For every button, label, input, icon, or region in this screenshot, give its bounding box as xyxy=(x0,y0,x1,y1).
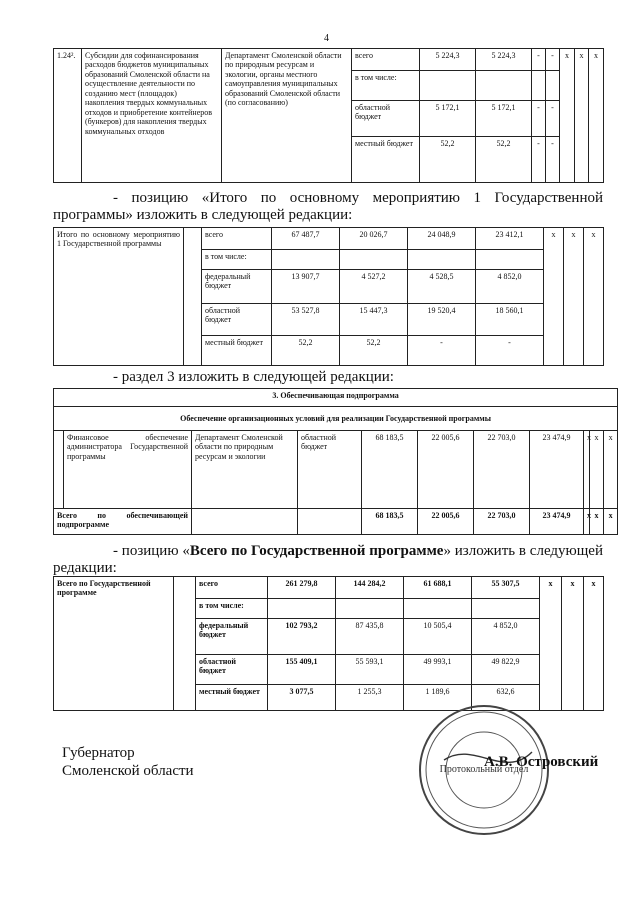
total-value: 52,2 xyxy=(272,336,340,366)
table-item-1-24 xyxy=(53,48,604,183)
table-row xyxy=(54,228,604,250)
year1-value: 1 255,3 xyxy=(336,685,404,711)
year3-value: 23 474,9 xyxy=(530,431,584,509)
year1-value: 52,2 xyxy=(476,137,532,183)
year2-value: - xyxy=(532,49,546,71)
table-row xyxy=(54,49,604,71)
year3-value: 632,6 xyxy=(472,685,540,711)
total-value: 52,2 xyxy=(420,137,476,183)
year3-value: 4 852,0 xyxy=(472,619,540,655)
para3-suffix: » изложить в следующей редакции: xyxy=(53,543,603,576)
funding-source: в том числе: xyxy=(196,599,268,619)
year2-value: 10 505,4 xyxy=(404,619,472,655)
mark-3: x xyxy=(604,509,618,535)
year2-value: 22 703,0 xyxy=(474,431,530,509)
paragraph-razdel-3: - раздел 3 изложить в следующей редакции: xyxy=(113,369,394,385)
funding-source: областной бюджет xyxy=(202,304,272,336)
year3-value: - xyxy=(546,137,560,183)
year1-value: 55 593,1 xyxy=(336,655,404,685)
year2-value: - xyxy=(532,101,546,137)
year2-value: 49 993,1 xyxy=(404,655,472,685)
year1-value: 5 172,1 xyxy=(476,101,532,137)
year3-value: - xyxy=(476,336,544,366)
mark-1: x xyxy=(584,431,590,509)
total-value: 5 224,3 xyxy=(420,49,476,71)
funding-source: в том числе: xyxy=(352,71,420,101)
year1-value: 15 447,3 xyxy=(340,304,408,336)
funding-source: областной бюджет xyxy=(196,655,268,685)
year1-value: 52,2 xyxy=(340,336,408,366)
year3-value: 49 822,9 xyxy=(472,655,540,685)
stamp-text: Протокольный отдел xyxy=(439,764,529,775)
year3-value: 18 560,1 xyxy=(476,304,544,336)
year2-value: 22 703,0 xyxy=(474,509,530,535)
year3-value: 23 474,9 xyxy=(530,509,584,535)
year1-value: 22 005,6 xyxy=(418,509,474,535)
paragraph-itogo: - позицию «Итого по основному мероприятию 1 Государственной программы» изложить в следующей редакции: xyxy=(53,190,603,223)
year1-value: 22 005,6 xyxy=(418,431,474,509)
para3-prefix: - позицию « xyxy=(113,543,190,559)
table-row xyxy=(54,389,618,407)
mark-2: x xyxy=(562,577,584,711)
year3-value: 55 307,5 xyxy=(472,577,540,599)
funding-source: в том числе: xyxy=(202,250,272,270)
year1-value: 144 284,2 xyxy=(336,577,404,599)
section-heading: 3. Обеспечивающая подпрограмма xyxy=(54,389,618,407)
table-row xyxy=(54,577,604,599)
table-row xyxy=(54,509,618,535)
table-vsego-programma xyxy=(53,576,604,711)
paragraph-vsego xyxy=(53,543,603,577)
mark-3: x xyxy=(584,228,604,366)
table-row xyxy=(54,407,618,431)
mark-2: x xyxy=(590,509,604,535)
total-value: 3 077,5 xyxy=(268,685,336,711)
funding-source: областной бюджет xyxy=(298,431,362,509)
year2-value: - xyxy=(532,137,546,183)
total-value: 261 279,8 xyxy=(268,577,336,599)
total-value: 102 793,2 xyxy=(268,619,336,655)
mark-1: x xyxy=(584,509,590,535)
funding-source: федеральный бюджет xyxy=(202,270,272,304)
para3-bold: Всего по Государственной программе xyxy=(189,543,444,559)
funding-source: областной бюджет xyxy=(352,101,420,137)
year3-value: 4 852,0 xyxy=(476,270,544,304)
year1-value: 20 026,7 xyxy=(340,228,408,250)
page-number: 4 xyxy=(324,33,329,44)
funding-source: местный бюджет xyxy=(352,137,420,183)
year2-value: 61 688,1 xyxy=(404,577,472,599)
mark-1: x xyxy=(540,577,562,711)
row-label: Итого по основному мероприятию 1 Государственной программы xyxy=(54,228,184,366)
funding-source: местный бюджет xyxy=(202,336,272,366)
total-value: 53 527,8 xyxy=(272,304,340,336)
signature-name: А.В. Островский xyxy=(484,754,599,770)
row-label: Всего по обеспечивающей подпрограмме xyxy=(54,509,192,535)
funding-source: всего xyxy=(202,228,272,250)
mark-2: x xyxy=(590,431,604,509)
item-description: Субсидии для софинансирования расходов бюджетов муниципальных образований Смоленской области на осуществление деятельности по созданию мест (площадок) накопления твердых коммунальных отходов и приобретение контейнеров (бункеров) для накопления твердых коммунальных отходов xyxy=(82,49,222,183)
total-value: 5 172,1 xyxy=(420,101,476,137)
year2-value: 19 520,4 xyxy=(408,304,476,336)
year2-value: - xyxy=(408,336,476,366)
year2-value: 4 528,5 xyxy=(408,270,476,304)
year1-value: 5 224,3 xyxy=(476,49,532,71)
section-subheading: Обеспечение организационных условий для реализации Государственной программы xyxy=(54,407,618,431)
total-value: 67 487,7 xyxy=(272,228,340,250)
total-value: 13 907,7 xyxy=(272,270,340,304)
total-value: 68 183,5 xyxy=(362,431,418,509)
item-code: 1.24². xyxy=(54,49,82,183)
mark-1: x xyxy=(544,228,564,366)
signature-title-line2: Смоленской области xyxy=(62,763,194,779)
year3-value: - xyxy=(546,49,560,71)
mark-2: x xyxy=(564,228,584,366)
funding-source: всего xyxy=(352,49,420,71)
table-section-3 xyxy=(53,388,618,535)
year2-value: 1 189,6 xyxy=(404,685,472,711)
row-label: Всего по Государственной программе xyxy=(54,577,174,711)
table-itogo-meropriyatie-1 xyxy=(53,227,604,366)
funding-source: местный бюджет xyxy=(196,685,268,711)
mark-3: x xyxy=(604,431,618,509)
item-executor: Департамент Смоленской области по природным ресурсам и экологии, органы местного самоуправления муниципальных образований Смоленской области (по согласованию) xyxy=(222,49,352,183)
signature-title xyxy=(62,744,194,780)
mark-3: x xyxy=(589,49,604,183)
signature-title-line1: Губернатор xyxy=(62,745,135,761)
funding-source: федеральный бюджет xyxy=(196,619,268,655)
year1-value: 4 527,2 xyxy=(340,270,408,304)
mark-1: x xyxy=(560,49,575,183)
table-row xyxy=(54,431,618,509)
year1-value: 87 435,8 xyxy=(336,619,404,655)
year3-value: 23 412,1 xyxy=(476,228,544,250)
total-value: 68 183,5 xyxy=(362,509,418,535)
total-value: 155 409,1 xyxy=(268,655,336,685)
funding-source: всего xyxy=(196,577,268,599)
mark-2: x xyxy=(575,49,589,183)
item-description: Финансовое обеспечение администратора Государственной программы xyxy=(64,431,192,509)
item-executor: Департамент Смоленской области по природным ресурсам и экологии xyxy=(192,431,298,509)
year2-value: 24 048,9 xyxy=(408,228,476,250)
year3-value: - xyxy=(546,101,560,137)
mark-3: x xyxy=(584,577,604,711)
